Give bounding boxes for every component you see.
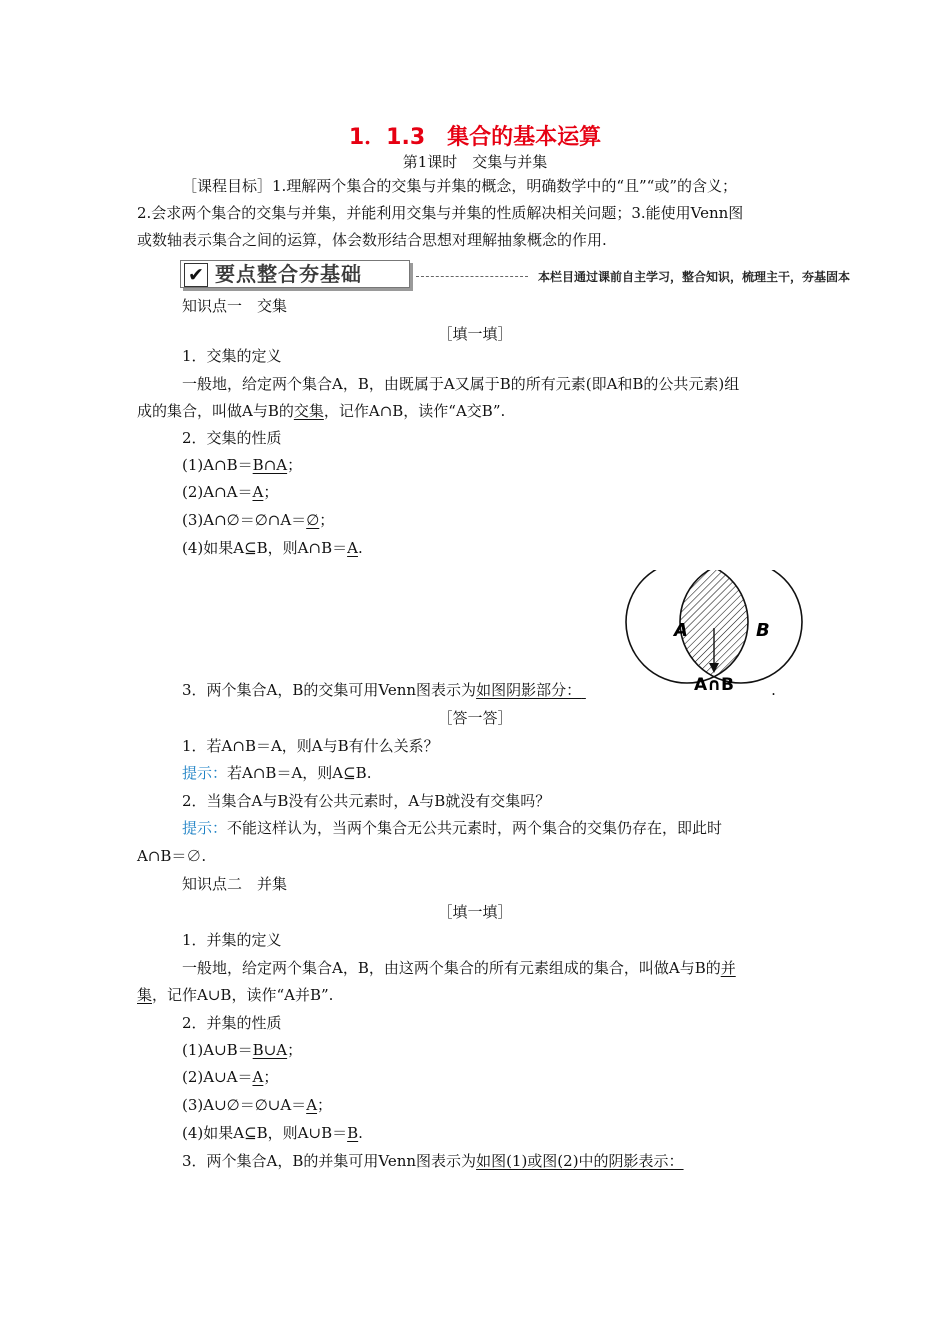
page-title: 1．1.3 集合的基本运算	[348, 125, 602, 150]
venn-description-line	[182, 680, 776, 700]
tip-text: 若A∩B＝A，则A⊆B.	[227, 764, 372, 782]
objectives-line-1: ［课程目标］1.理解两个集合的交集与并集的概念，明确数学中的“且”“或”的含义；	[182, 177, 737, 195]
venn-description-line	[182, 1151, 684, 1171]
objectives-line-2: 2.会求两个集合的交集与并集，并能利用交集与并集的性质解决相关问题；3.能使用Venn图	[137, 204, 744, 222]
venn-description-answer: 如图阴影部分：	[476, 681, 582, 699]
tip-2-continued: A∩B＝∅.	[137, 847, 207, 865]
definition-heading: 1．并集的定义	[182, 931, 282, 949]
property-line	[182, 455, 302, 475]
definition-term: 交集	[293, 402, 324, 420]
definition-text-end: ，记作A∪B，读作“A并B”.	[152, 986, 334, 1004]
property-line	[182, 538, 363, 558]
definition-line-1	[182, 958, 736, 978]
definition-text: 一般地，给定两个集合A，B，由这两个集合的所有元素组成的集合，叫做A与B的	[182, 959, 721, 977]
answer-label: ［答一答］	[437, 709, 513, 727]
question-2: 2．当集合A与B没有公共元素时，A与B就没有交集吗？	[182, 792, 551, 810]
property-text: (3)A∩∅＝∅∩A＝	[182, 511, 307, 529]
tip-1	[182, 763, 371, 783]
properties-heading: 2．交集的性质	[182, 429, 282, 447]
venn-caption: A∩B	[694, 675, 734, 695]
property-punct: ；	[319, 511, 335, 529]
property-line	[182, 482, 278, 502]
property-answer: A	[347, 539, 358, 557]
property-text: (3)A∪∅＝∅∪A＝	[182, 1096, 307, 1114]
question-1: 1．若A∩B＝A，则A与B有什么关系？	[182, 737, 439, 755]
section-heading-intersection: 知识点一 交集	[182, 297, 288, 315]
tip-label: 提示：	[182, 819, 228, 837]
venn-diagram-intersection	[624, 570, 804, 696]
property-answer: A	[306, 1096, 318, 1114]
properties-heading: 2．并集的性质	[182, 1014, 282, 1032]
banner-box	[180, 260, 410, 288]
definition-text-end: ，记作A∩B，读作“A交B”.	[323, 402, 506, 420]
property-answer: A	[252, 1068, 264, 1086]
property-text: (4)如果A⊆B，则A∩B＝	[182, 539, 348, 557]
checkmark-icon: ✔	[184, 263, 208, 287]
definition-line-2	[137, 401, 505, 421]
section-banner	[180, 258, 850, 290]
page-subtitle: 第1课时 交集与并集	[402, 153, 548, 171]
banner-divider	[416, 276, 528, 277]
property-line	[182, 1067, 278, 1087]
property-line	[182, 1040, 302, 1060]
property-punct: ；	[263, 483, 279, 501]
property-punct: .	[358, 1124, 363, 1142]
property-text: (2)A∩A＝	[182, 483, 253, 501]
property-answer: B∪A	[252, 1041, 288, 1059]
property-line	[182, 1123, 363, 1143]
tip-2	[182, 818, 722, 838]
venn-description-answer: 如图(1)或图(2)中的阴影表示：	[476, 1152, 684, 1170]
property-punct: ；	[287, 1041, 303, 1059]
property-text: (4)如果A⊆B，则A∪B＝	[182, 1124, 348, 1142]
property-answer: B∩A	[252, 456, 288, 474]
objectives-line-3: 或数轴表示集合之间的运算，体会数形结合思想对理解抽象概念的作用.	[137, 231, 607, 249]
property-answer: A	[252, 483, 264, 501]
property-line	[182, 510, 334, 530]
definition-heading: 1．交集的定义	[182, 347, 282, 365]
property-text: (1)A∩B＝	[182, 456, 253, 474]
venn-description-end: .	[771, 681, 776, 699]
fill-label: ［填一填］	[437, 325, 513, 343]
underline-blank	[581, 680, 771, 700]
banner-heading: 要点整合夯基础	[215, 262, 362, 286]
property-answer: B	[347, 1124, 359, 1142]
tip-text: 不能这样认为，当两个集合无公共元素时，两个集合的交集仍存在，即此时	[227, 819, 723, 837]
venn-description-text: 3．两个集合A，B的并集可用Venn图表示为	[182, 1152, 477, 1170]
definition-term: 并	[720, 959, 736, 977]
property-line	[182, 1095, 332, 1115]
banner-note: 本栏目通过课前自主学习，整合知识，梳理主干，夯基固本	[537, 270, 850, 284]
property-punct: .	[357, 539, 363, 557]
property-answer: ∅	[306, 511, 320, 529]
venn-description-text: 3．两个集合A，B的交集可用Venn图表示为	[182, 681, 477, 699]
property-punct: ；	[317, 1096, 333, 1114]
property-text: (2)A∪A＝	[182, 1068, 253, 1086]
definition-text: 成的集合，叫做A与B的	[137, 402, 294, 420]
section-heading-union: 知识点二 并集	[182, 875, 288, 893]
fill-label: ［填一填］	[437, 903, 513, 921]
venn-label-a: A	[674, 620, 688, 641]
property-punct: ；	[263, 1068, 279, 1086]
tip-label: 提示：	[182, 764, 228, 782]
property-punct: ；	[287, 456, 303, 474]
property-text: (1)A∪B＝	[182, 1041, 253, 1059]
venn-label-b: B	[756, 620, 770, 641]
definition-line-2	[137, 985, 333, 1005]
definition-term: 集	[137, 986, 153, 1004]
definition-line-1: 一般地，给定两个集合A，B，由既属于A又属于B的所有元素(即A和B的公共元素)组	[182, 375, 740, 393]
